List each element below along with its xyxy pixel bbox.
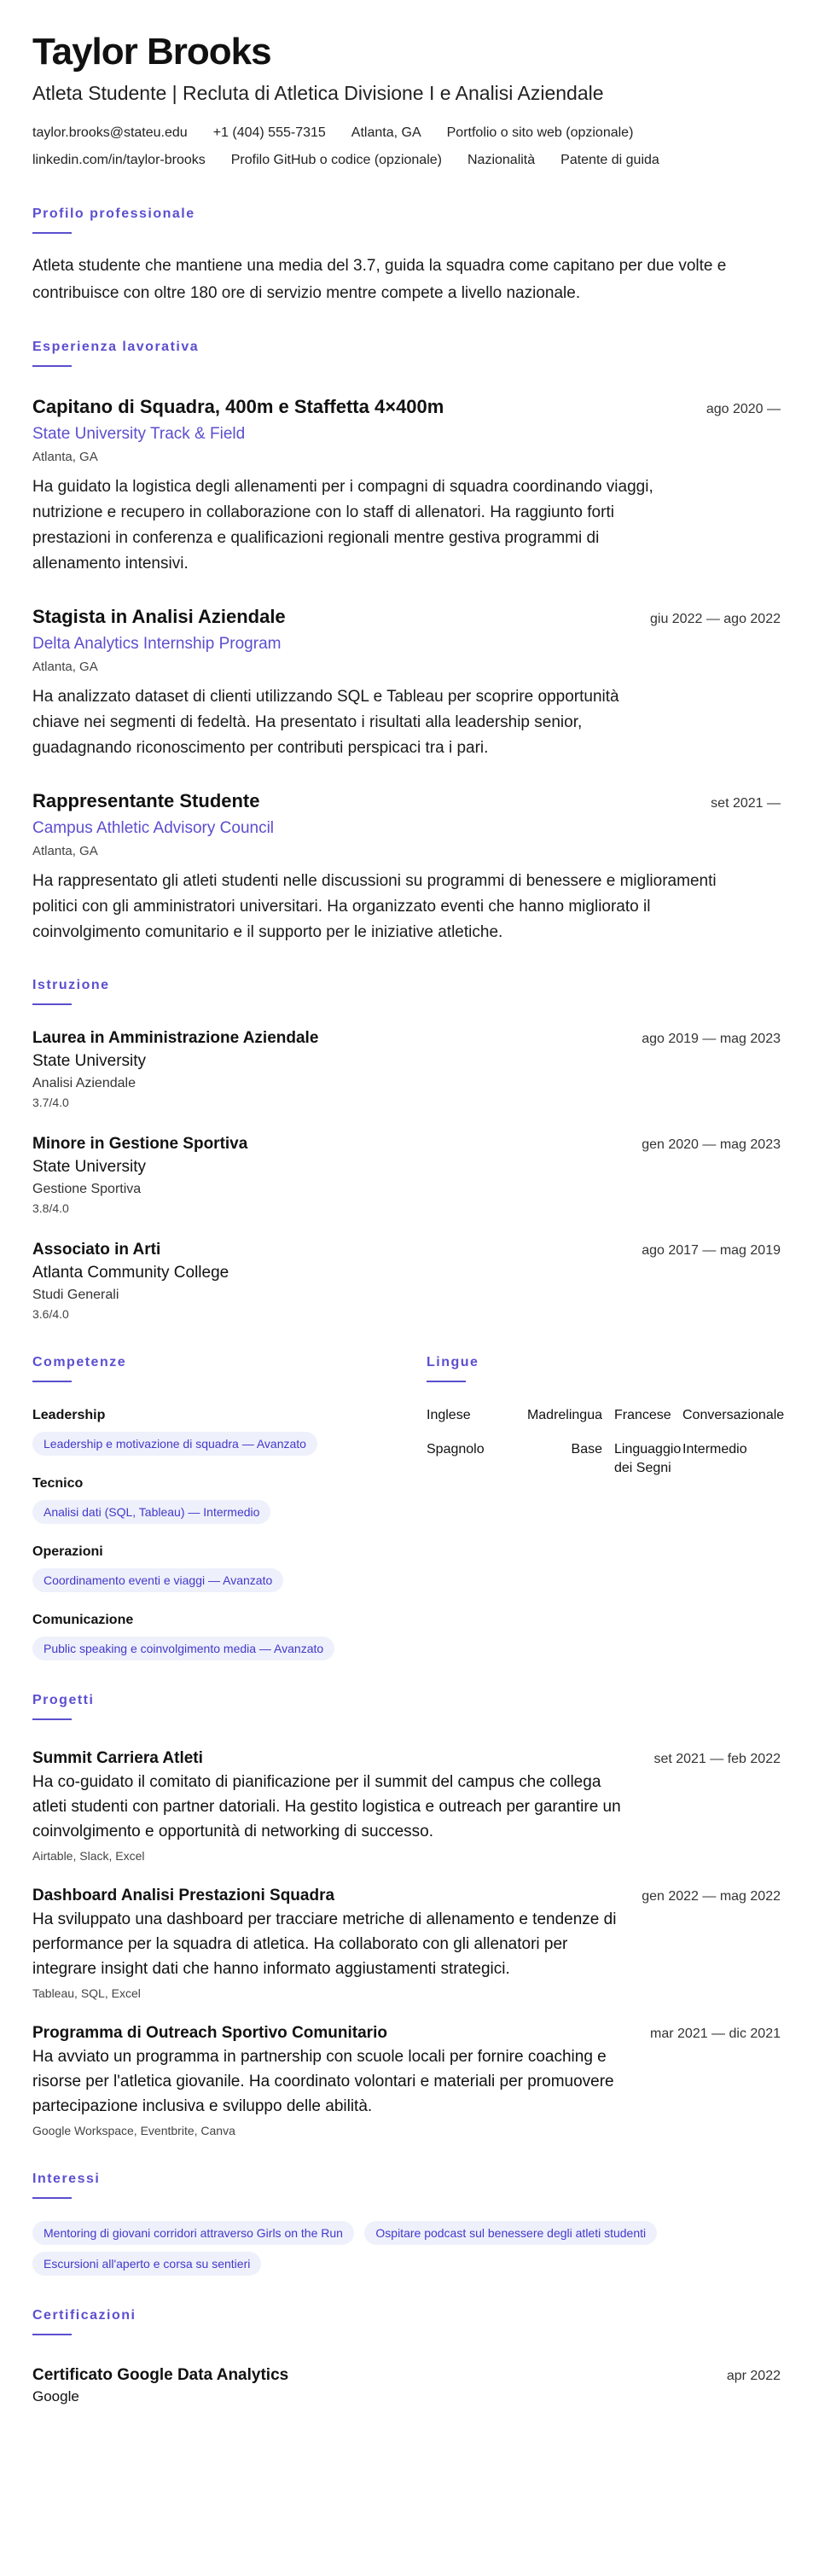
summary-section	[32, 205, 781, 307]
project-tools: Google Workspace, Eventbrite, Canva	[32, 2124, 235, 2137]
contact-list	[32, 119, 781, 174]
language-level: Madrelingua	[526, 1408, 602, 1422]
job-date: giu 2022 — ago 2022	[649, 612, 781, 626]
language-row	[427, 1406, 785, 1425]
job-title: Stagista in Analisi Aziendale	[32, 606, 286, 627]
project-description: Ha co-guidato il comitato di pianificazione per il summit del campus che collega atleti studenti con partner datoriali. Ha gestito logistica e outreach per garantire un coinvolgimento e opportunità di networking di successo.	[32, 1773, 621, 1840]
education-section	[32, 976, 781, 1323]
job-location: Atlanta, GA	[32, 660, 98, 674]
job-description: Ha analizzato dataset di clienti utilizzando SQL e Tableau per scoprire opportunità chiave nei segmenti di fedeltà. Ha presentato i risultati alla leadership senior, guadagnando riconoscimento per contributi perspicaci tra i pari.	[32, 688, 619, 757]
candidate-headline: Atleta Studente | Recluta di Atletica Divisione I e Analisi Aziendale	[32, 82, 604, 104]
education-school: State University	[32, 1158, 147, 1176]
summary-heading: Profilo professionale	[32, 206, 195, 221]
interest-tag: Ospitare podcast sul benessere degli atleti studenti	[364, 2221, 657, 2245]
contact-linkedin[interactable]: linkedin.com/in/taylor-brooks	[32, 153, 206, 167]
education-gpa: 3.7/4.0	[32, 1096, 69, 1109]
contact-github[interactable]: Profilo GitHub o codice (opzionale)	[230, 153, 442, 167]
interests-heading: Interessi	[32, 2172, 101, 2186]
education-school: Atlanta Community College	[32, 1264, 229, 1282]
language-name: Inglese	[427, 1408, 471, 1422]
languages-heading: Lingue	[427, 1355, 479, 1369]
job-organization: Delta Analytics Internship Program	[32, 635, 282, 653]
skill-tag: Public speaking e coinvolgimento media — Avanzato	[32, 1637, 334, 1660]
section-divider	[32, 1381, 72, 1382]
job-entry	[32, 604, 781, 761]
languages-table	[427, 1406, 785, 1478]
certifications-heading: Certificazioni	[32, 2308, 136, 2323]
skill-tag: Coordinamento eventi e viaggi — Avanzato	[32, 1568, 283, 1592]
contact-license: Patente di guida	[560, 153, 659, 167]
project-title: Summit Carriera Atleti	[32, 1749, 203, 1767]
language-level: Intermedio	[682, 1442, 747, 1457]
education-degree: Laurea in Amministrazione Aziendale	[32, 1029, 319, 1047]
education-field: Studi Generali	[32, 1288, 119, 1302]
job-location: Atlanta, GA	[32, 844, 98, 858]
contact-nationality: Nazionalità	[467, 153, 536, 167]
section-divider	[32, 1718, 72, 1720]
project-description: Ha sviluppato una dashboard per tracciare metriche di allenamento e tendenze di performance per la squadra di atletica. Ha collaborato con gli allenatori per integrare insight dati che hanno informato aggiustamenti strategici.	[32, 1910, 617, 1978]
project-description: Ha avviato un programma in partnership con scuole locali per fornire coaching e risorse per l'atletica giovanile. Ha coordinato volontari e materiali per promuovere partecipazione inclusiva e sviluppo delle abilità.	[32, 2048, 614, 2115]
education-entry	[32, 1133, 781, 1217]
section-divider	[32, 1003, 72, 1005]
language-row	[427, 1440, 781, 1478]
project-date: gen 2022 — mag 2022	[642, 1889, 781, 1904]
job-organization: State University Track & Field	[32, 425, 246, 443]
education-degree: Minore in Gestione Sportiva	[32, 1135, 248, 1153]
job-location: Atlanta, GA	[32, 450, 98, 464]
skills-section	[32, 1353, 427, 1660]
candidate-name: Taylor Brooks	[32, 31, 271, 73]
contact-email[interactable]: taylor.brooks@stateu.edu	[32, 125, 188, 140]
summary-text: Atleta studente che mantiene una media del 3.7, guida la squadra come capitano per due volte e contribuisce con oltre 180 ore di servizio mentre compete a livello nazionale.	[32, 257, 727, 302]
skills-heading: Competenze	[32, 1355, 127, 1369]
project-entry	[32, 1747, 781, 1864]
skill-tag: Analisi dati (SQL, Tableau) — Intermedio	[32, 1500, 270, 1524]
skill-group	[32, 1611, 427, 1660]
language-name: Linguaggio dei Segni	[614, 1442, 682, 1475]
project-title: Dashboard Analisi Prestazioni Squadra	[32, 1887, 335, 1904]
certification-date: apr 2022	[726, 2369, 781, 2383]
education-field: Gestione Sportiva	[32, 1182, 142, 1196]
skill-tag: Leadership e motivazione di squadra — Avanzato	[32, 1432, 317, 1456]
certifications-section	[32, 2306, 781, 2407]
section-divider	[427, 1381, 466, 1382]
education-entry	[32, 1027, 781, 1111]
job-entry	[32, 788, 781, 945]
experience-section	[32, 338, 781, 945]
language-name: Francese	[614, 1408, 671, 1422]
skill-category: Tecnico	[32, 1476, 84, 1491]
job-entry	[32, 394, 781, 577]
project-title: Programma di Outreach Sportivo Comunitario	[32, 2024, 387, 2042]
project-tools: Tableau, SQL, Excel	[32, 1986, 141, 2000]
language-level: Conversazionale	[682, 1408, 785, 1422]
language-level: Base	[571, 1442, 602, 1457]
section-divider	[32, 2334, 72, 2335]
education-heading: Istruzione	[32, 978, 110, 992]
certification-title: Certificato Google Data Analytics	[32, 2366, 289, 2384]
projects-section	[32, 1691, 781, 2139]
section-divider	[32, 232, 72, 234]
section-divider	[32, 2197, 72, 2199]
skill-category: Operazioni	[32, 1544, 103, 1559]
language-name: Spagnolo	[427, 1442, 485, 1457]
skill-category: Comunicazione	[32, 1613, 134, 1627]
project-entry	[32, 2022, 781, 2139]
skill-group	[32, 1474, 427, 1524]
education-degree: Associato in Arti	[32, 1241, 161, 1259]
job-date: ago 2020 —	[706, 402, 781, 416]
education-field: Analisi Aziendale	[32, 1076, 136, 1090]
languages-section	[427, 1353, 785, 1660]
skills-languages-row	[32, 1353, 785, 1660]
education-school: State University	[32, 1052, 147, 1070]
education-gpa: 3.6/4.0	[32, 1307, 69, 1321]
interest-tag: Escursioni all'aperto e corsa su sentieri	[32, 2252, 261, 2276]
job-organization: Campus Athletic Advisory Council	[32, 819, 275, 837]
projects-heading: Progetti	[32, 1693, 95, 1707]
job-description: Ha guidato la logistica degli allenamenti per i compagni di squadra coordinando viaggi, nutrizione e recupero in collaborazione con lo staff di allenatori. Ha raggiunto forti prestazioni in conferenza e qualificazioni regionali mentre gestiva programmi di allenamento intensivi.	[32, 478, 653, 573]
education-gpa: 3.8/4.0	[32, 1201, 69, 1215]
job-description: Ha rappresentato gli atleti studenti nelle discussioni su programmi di benessere e miglioramenti politici con gli amministratori universitari. Ha organizzato eventi che hanno migliorato il coinvolgimento comunitario e il supporto per le iniziative atletiche.	[32, 872, 717, 941]
education-date: ago 2017 — mag 2019	[642, 1243, 781, 1258]
project-tools: Airtable, Slack, Excel	[32, 1849, 145, 1863]
contact-phone[interactable]: +1 (404) 555-7315	[212, 125, 326, 140]
contact-location: Atlanta, GA	[351, 125, 421, 140]
project-date: mar 2021 — dic 2021	[650, 2026, 781, 2041]
interests-list	[32, 2214, 775, 2276]
certification-entry	[32, 2364, 781, 2407]
contact-portfolio[interactable]: Portfolio o sito web (opzionale)	[446, 125, 634, 140]
skill-group	[32, 1406, 427, 1456]
skill-category: Leadership	[32, 1408, 106, 1422]
interest-tag: Mentoring di giovani corridori attraverso Girls on the Run	[32, 2221, 354, 2245]
education-date: ago 2019 — mag 2023	[642, 1032, 781, 1046]
education-date: gen 2020 — mag 2023	[642, 1137, 781, 1152]
experience-heading: Esperienza lavorativa	[32, 340, 200, 354]
education-entry	[32, 1239, 781, 1323]
job-title: Capitano di Squadra, 400m e Staffetta 4×400m	[32, 396, 444, 417]
interests-section	[32, 2170, 781, 2276]
job-date: set 2021 —	[711, 796, 781, 811]
project-date: set 2021 — feb 2022	[653, 1752, 781, 1766]
skill-group	[32, 1543, 427, 1592]
project-entry	[32, 1885, 781, 2002]
section-divider	[32, 365, 72, 367]
job-title: Rappresentante Studente	[32, 790, 260, 811]
certification-issuer: Google	[32, 2388, 79, 2404]
